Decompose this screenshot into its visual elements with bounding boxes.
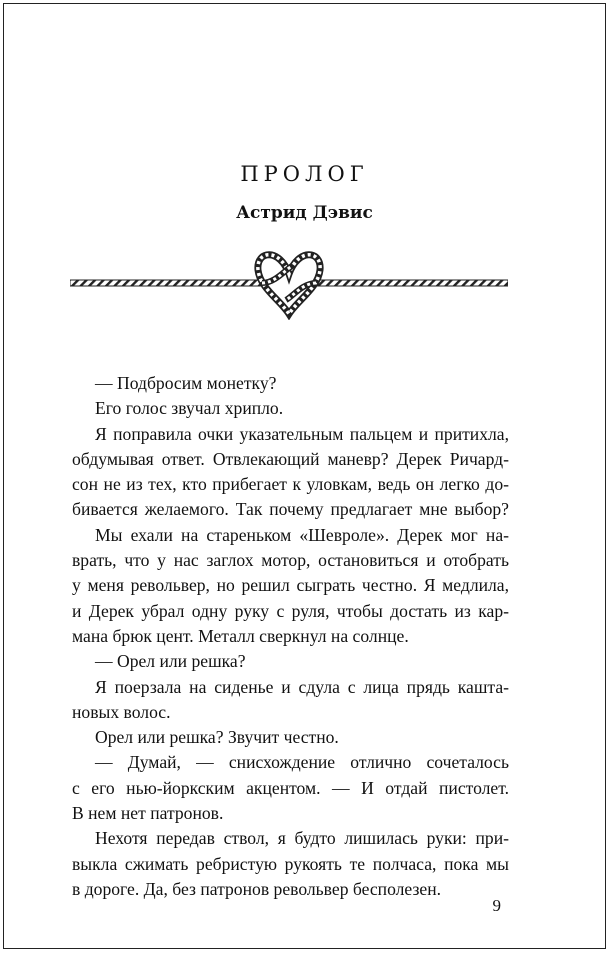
text-line: бивается желаемого. Так почему предлагает мне выбор?	[72, 499, 509, 520]
text-line: Орел или решка? Звучит честно.	[95, 727, 339, 748]
text-line: новых волос.	[72, 701, 171, 722]
text-line: мана брюк цент. Металл сверкнул на солнце.	[72, 625, 409, 646]
body-text	[72, 371, 509, 902]
author-name: Астрид Дэвис	[236, 203, 373, 223]
text-line: сон не из тех, кто прибегает к уловкам, ведь он легко до-	[72, 474, 509, 495]
text-line: Его голос звучал хрипло.	[95, 398, 284, 419]
text-line: Нехотя передав ствол, я будто лишилась руки: при-	[95, 828, 509, 849]
text-line: — Орел или решка?	[95, 651, 246, 672]
text-line: — Думай, — снисхождение отлично сочеталось	[95, 752, 509, 773]
text-line: обдумывая ответ. Отвлекающий маневр? Дерек Ричард-	[72, 448, 509, 469]
text-line: врать, что у нас заглох мотор, остановиться и отобрать	[72, 550, 509, 571]
book-page	[3, 3, 606, 949]
text-line: Я поправила очки указательным пальцем и притихла,	[95, 423, 509, 444]
chapter-title: ПРОЛОГ	[240, 162, 369, 186]
text-line: в дороге. Да, без патронов револьвер бесполезен.	[72, 878, 442, 899]
text-line: выкла сжимать ребристую рукоять те полчаса, пока мы	[72, 853, 509, 874]
text-line: у меня револьвер, но решил сыграть честно. Я медлила,	[72, 575, 509, 596]
page-number: 9	[492, 896, 501, 915]
text-line: — Подбросим монетку?	[95, 373, 277, 393]
text-line: и Дерек убрал одну руку с руля, чтобы достать из кар-	[72, 600, 509, 621]
text-line: Я поерзала на сиденье и сдула с лица прядь кашта-	[95, 676, 509, 697]
text-line: с его нью-йоркским акцентом. — И отдай пистолет.	[72, 777, 509, 798]
rope-heart-knot-icon	[70, 244, 508, 320]
text-line: В нем нет патронов.	[72, 803, 224, 824]
text-line: Мы ехали на стареньком «Шевроле». Дерек мог на-	[95, 524, 509, 545]
